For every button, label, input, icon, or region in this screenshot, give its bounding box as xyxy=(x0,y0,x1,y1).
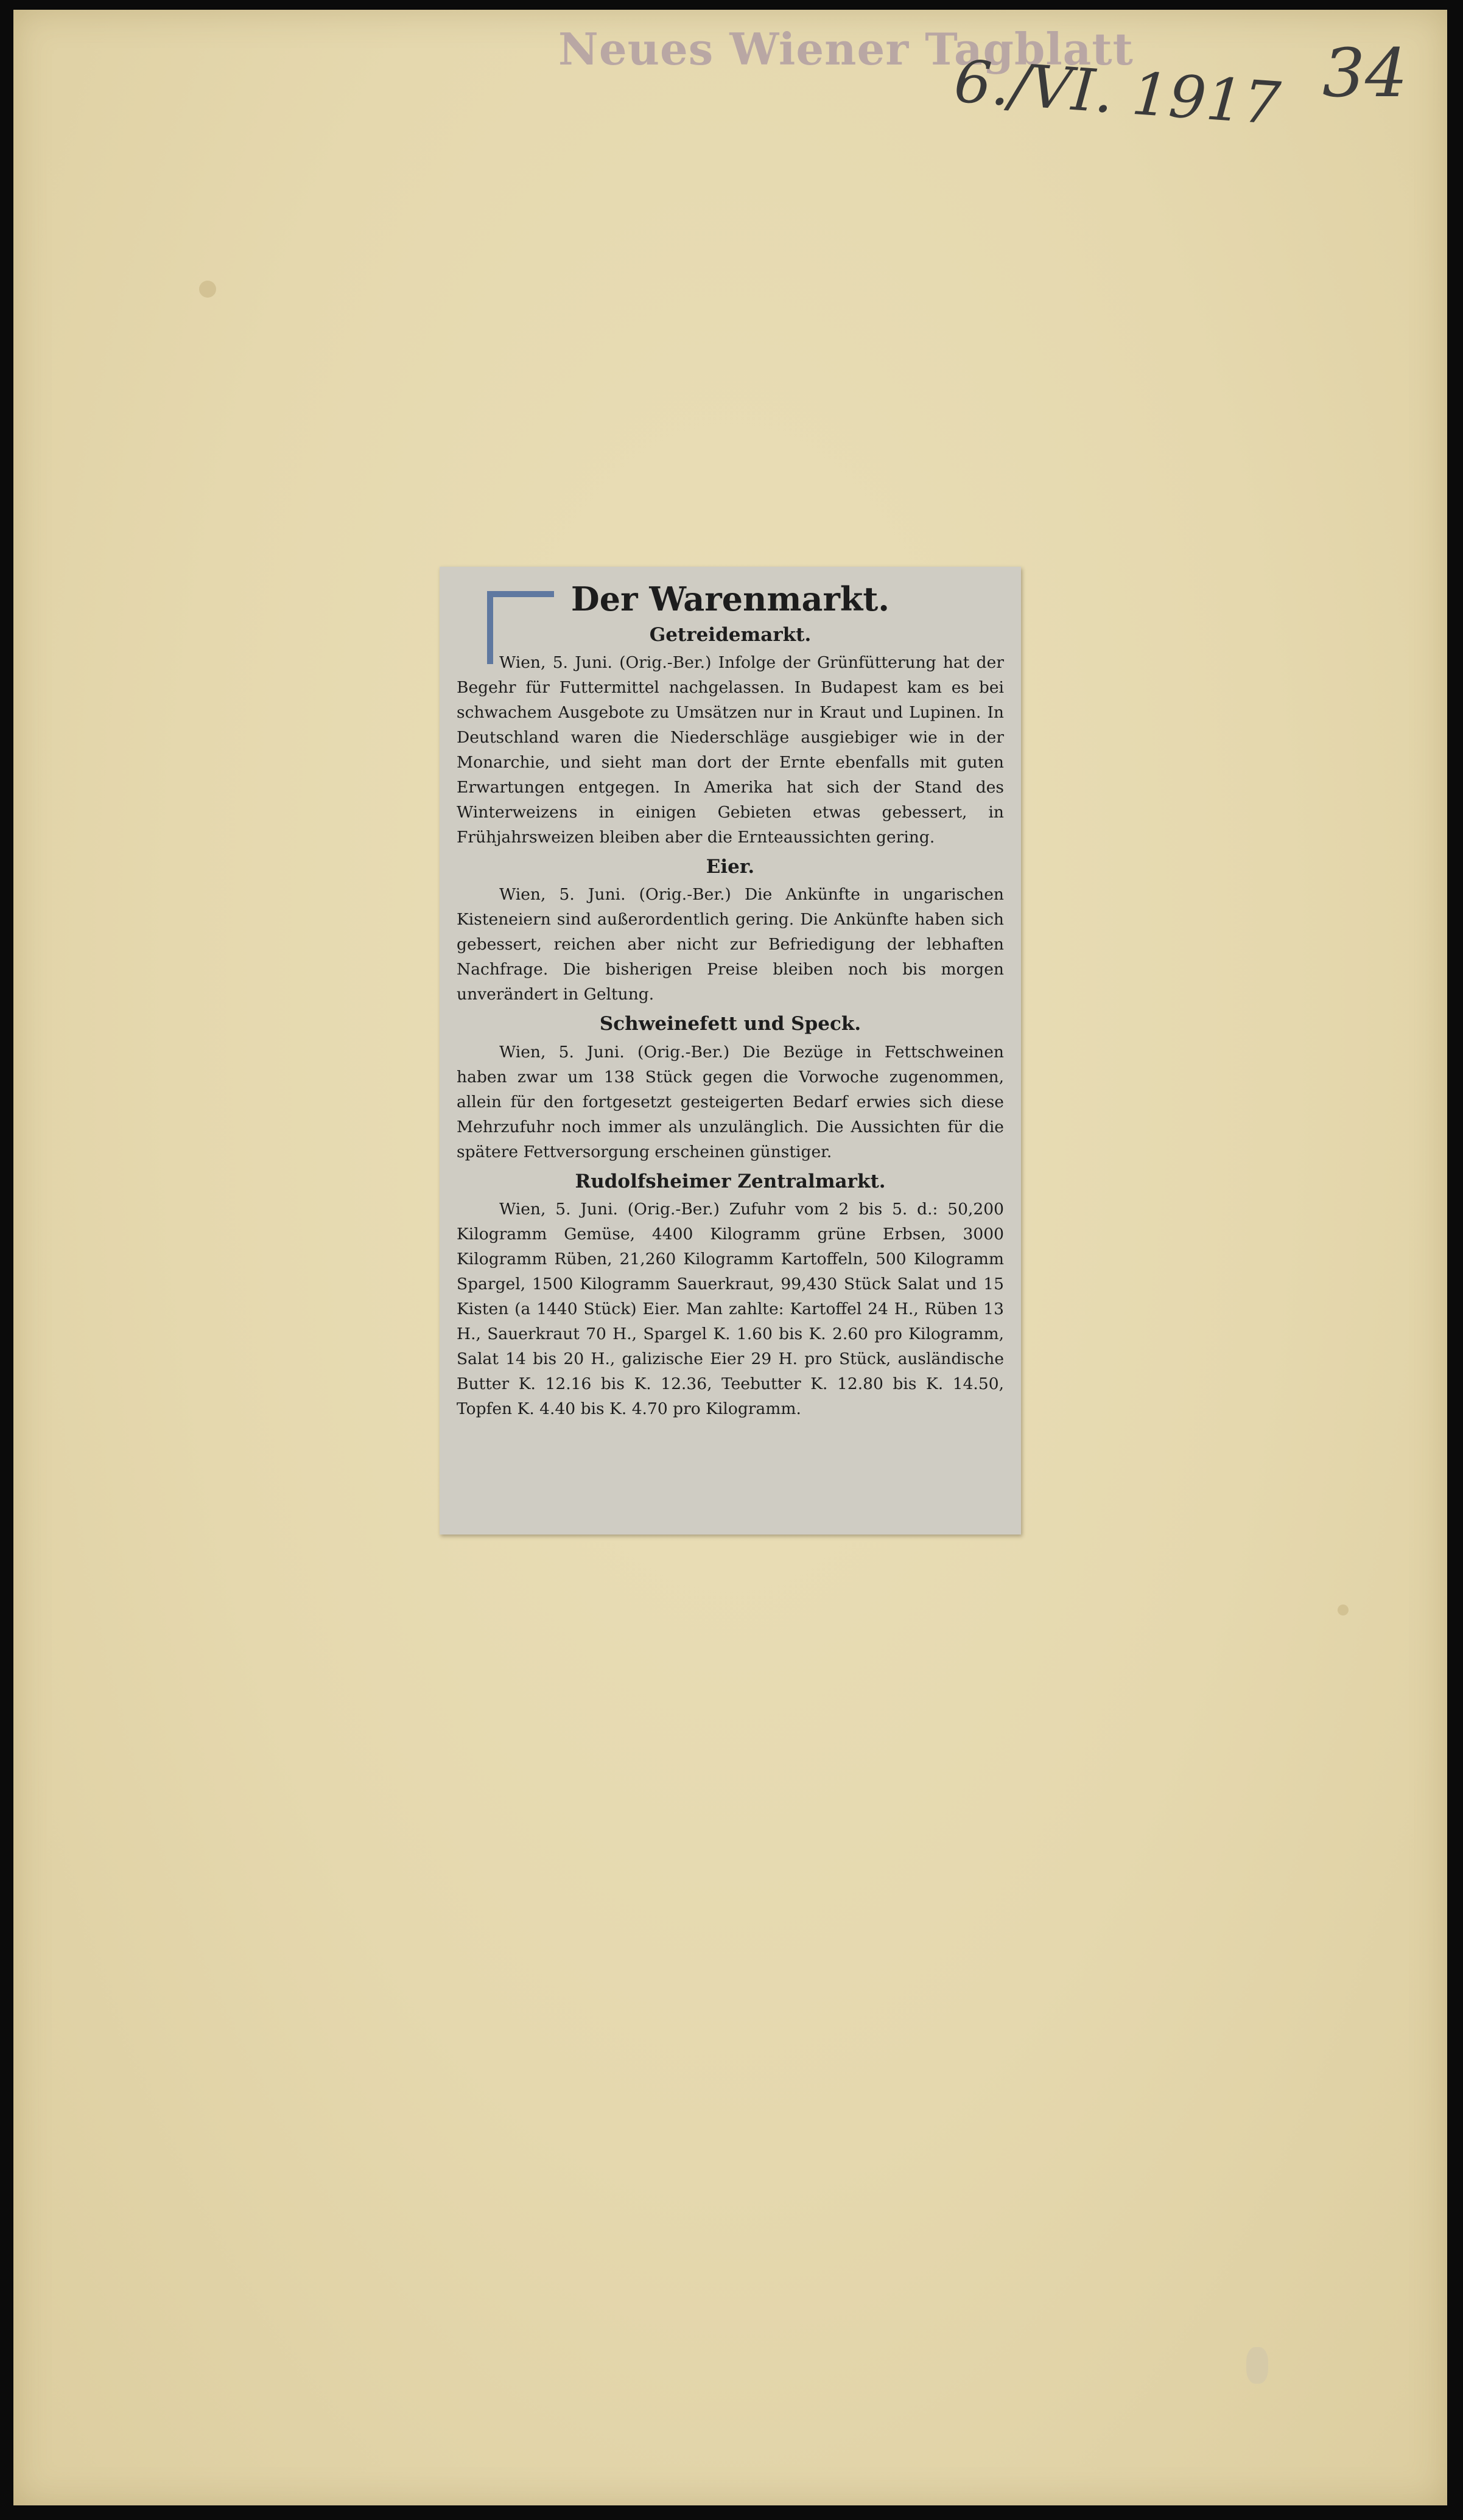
clipping-title: Der Warenmarkt. xyxy=(570,579,890,618)
section-heading: Rudolfsheimer Zentralmarkt. xyxy=(575,1170,886,1192)
paper-stain xyxy=(199,281,216,298)
archive-sheet xyxy=(13,10,1447,2505)
paper-stain xyxy=(1246,2347,1268,2384)
blue-pencil-mark xyxy=(487,591,554,664)
newspaper-clipping xyxy=(440,567,1021,1535)
handwritten-date: 6./VI. 1917 xyxy=(952,47,1283,138)
section-paragraph: Wien, 5. Juni. (Orig.-Ber.) Zufuhr vom 2 bis 5. d.: 50,200 Kilogramm Gemüse, 4400 Kilogramm grüne Erbsen, 3000 Kilogramm Rüben, 21,260 Kilogramm Kartoffeln, 500 Kilogramm Spargel, 1500 Kilogramm Sauerkraut, 99,430 Stück Salat und 15 Kisten (a 1440 Stück) Eier. Man zahlte: Kartoffel 24 H., Rüben 13 H., Sauerkraut 70 H., Spargel K. 1.60 bis K. 2.60 pro Kilogramm, Salat 14 bis 20 H., galizische Eier 29 H. pro Stück, ausländische Butter K. 12.16 bis K. 12.36, Teebutter K. 12.80 bis K. 14.50, Topfen K. 4.40 bis K. 4.70 pro Kilogramm. xyxy=(457,1199,1004,1418)
section-heading: Schweinefett und Speck. xyxy=(599,1013,861,1035)
section-paragraph: Wien, 5. Juni. (Orig.-Ber.) Infolge der Grünfütterung hat der Begehr für Futtermittel nachgelassen. In Budapest kam es bei schwachem Ausgebote zu Umsätzen nur in Kraut und Lupinen. In Deutschland waren die Niederschläge ausgiebiger wie in der Monarchie, und sieht man dort der Ernte ebenfalls mit guten Erwartungen entgegen. In Amerika hat sich der Stand des Winterweizens in einigen Gebieten etwas gebessert, in Frühjahrsweizen bleiben aber die Ernteaussichten gering. xyxy=(457,653,1004,847)
section-heading: Getreidemarkt. xyxy=(649,624,812,646)
handwritten-number: 34 xyxy=(1322,34,1408,112)
section-heading: Eier. xyxy=(706,856,755,878)
newspaper-stamp: Neues Wiener Tagblatt xyxy=(558,23,1134,75)
section-paragraph: Wien, 5. Juni. (Orig.-Ber.) Die Bezüge in Fettschweinen haben zwar um 138 Stück gegen die Vorwoche zugenommen, allein für den fortgesetzt gesteigerten Bedarf erwies sich diese Mehrzufuhr noch immer als unzulänglich. Die Aussichten für die spätere Fettversorgung erscheinen günstiger. xyxy=(457,1042,1004,1161)
paper-stain xyxy=(1338,1605,1349,1615)
section-paragraph: Wien, 5. Juni. (Orig.-Ber.) Die Ankünfte in ungarischen Kisteneiern sind außerordentlich gering. Die Ankünfte haben sich gebessert, reichen aber nicht zur Befriedigung der lebhaften Nachfrage. Die bisherigen Preise bleiben noch bis morgen unverändert in Geltung. xyxy=(457,885,1004,1004)
